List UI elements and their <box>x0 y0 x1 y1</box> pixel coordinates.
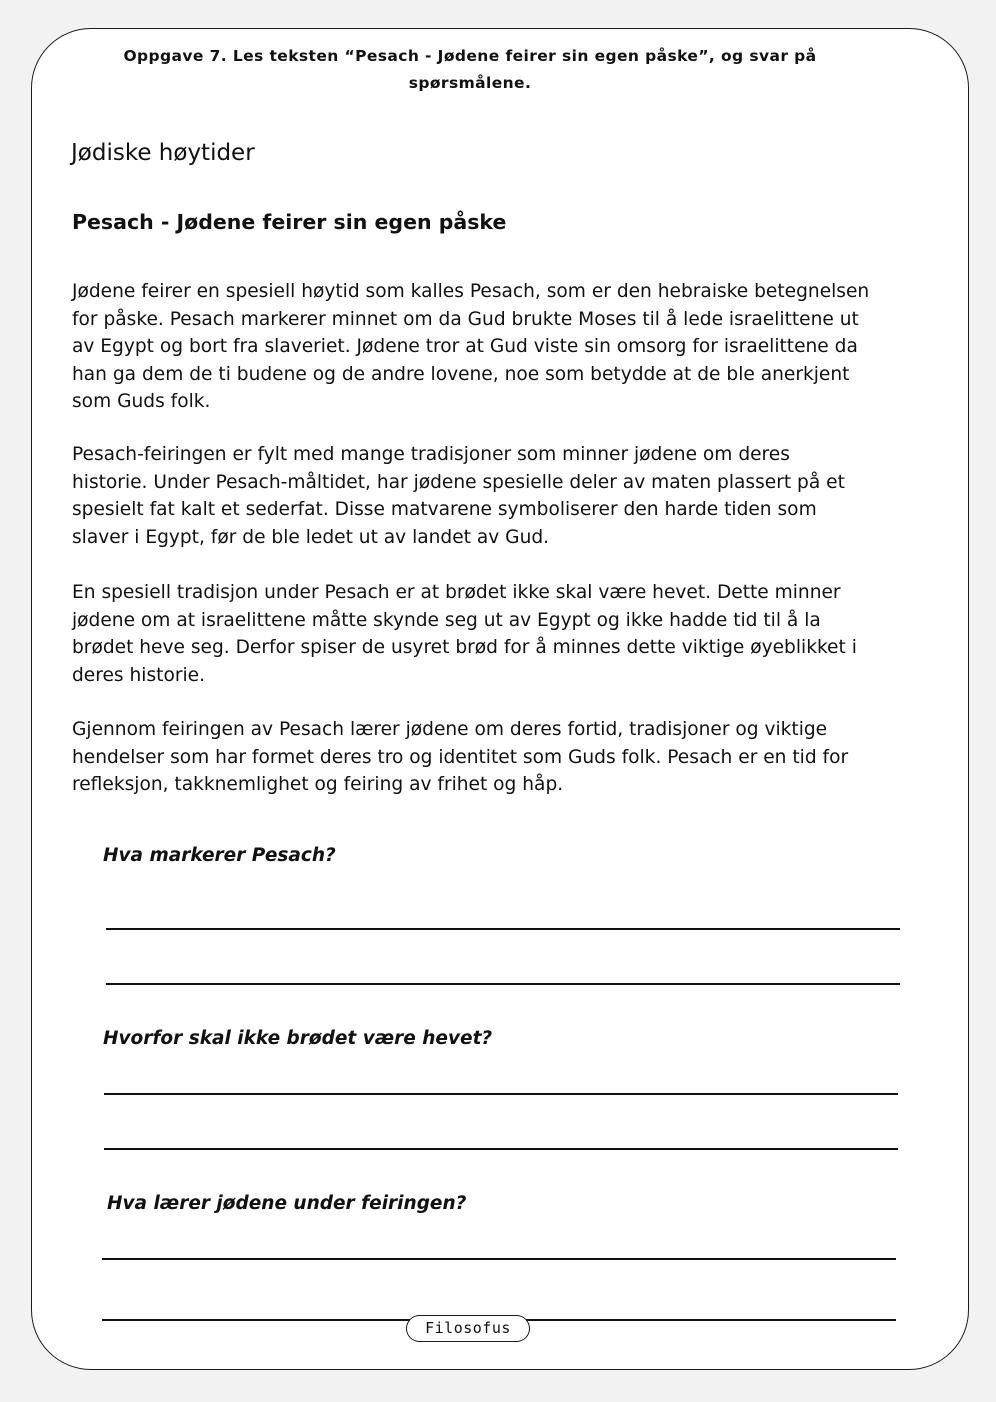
article-paragraph-1: Jødene feirer en spesiell høytid som kalles Pesach, som er den hebraiske betegnelsen for påske. Pesach markerer minnet om da Gud brukte Moses til å lede israelittene ut av Egypt og bort fra slaveriet. Jødene tror at Gud viste sin omsorg for israelittene da han ga dem de ti budene og de andre lovene, noe som betydde at de ble anerkjent som Guds folk. <box>72 281 870 412</box>
question-2: Hvorfor skal ikke brødet være hevet? <box>103 1028 493 1049</box>
footer-brand-badge: Filosofus <box>406 1315 530 1342</box>
article-paragraph-3: En spesiell tradisjon under Pesach er at brødet ikke skal være hevet. Dette minner jødene om at israelittene måtte skynde seg ut av Egypt og ikke hadde tid til å la brødet heve seg. Derfor spiser de usyret brød for å minnes dette viktige øyeblikket i deres historie. <box>72 582 857 686</box>
question-1: Hva markerer Pesach? <box>103 845 336 866</box>
answer-line-2a[interactable] <box>104 1093 898 1095</box>
article-paragraph-2: Pesach-feiringen er fylt med mange tradisjoner som minner jødene om deres historie. Under Pesach-måltidet, har jødene spesielle deler av maten plassert på et spesielt fat kalt et sederfat. Disse matvarene symboliserer den harde tiden som slaver i Egypt, før de ble ledet ut av landet av Gud. <box>72 444 845 548</box>
task-instruction: Oppgave 7. Les teksten “Pesach - Jødene feirer sin egen påske”, og svar på spørsmålene. <box>123 47 817 92</box>
article-title: Pesach - Jødene feirer sin egen påske <box>72 210 507 234</box>
answer-line-2b[interactable] <box>104 1148 898 1150</box>
article-paragraph-4: Gjennom feiringen av Pesach lærer jødene om deres fortid, tradisjoner og viktige hendelser som har formet deres tro og identitet som Guds folk. Pesach er en tid for refleksjon, takknemlighet og feiring av frihet og håp. <box>72 719 849 795</box>
answer-line-3a[interactable] <box>102 1258 896 1260</box>
answer-line-1b[interactable] <box>106 983 900 985</box>
section-title: Jødiske høytider <box>71 140 255 166</box>
answer-line-1a[interactable] <box>106 928 900 930</box>
question-3: Hva lærer jødene under feiringen? <box>107 1193 467 1214</box>
